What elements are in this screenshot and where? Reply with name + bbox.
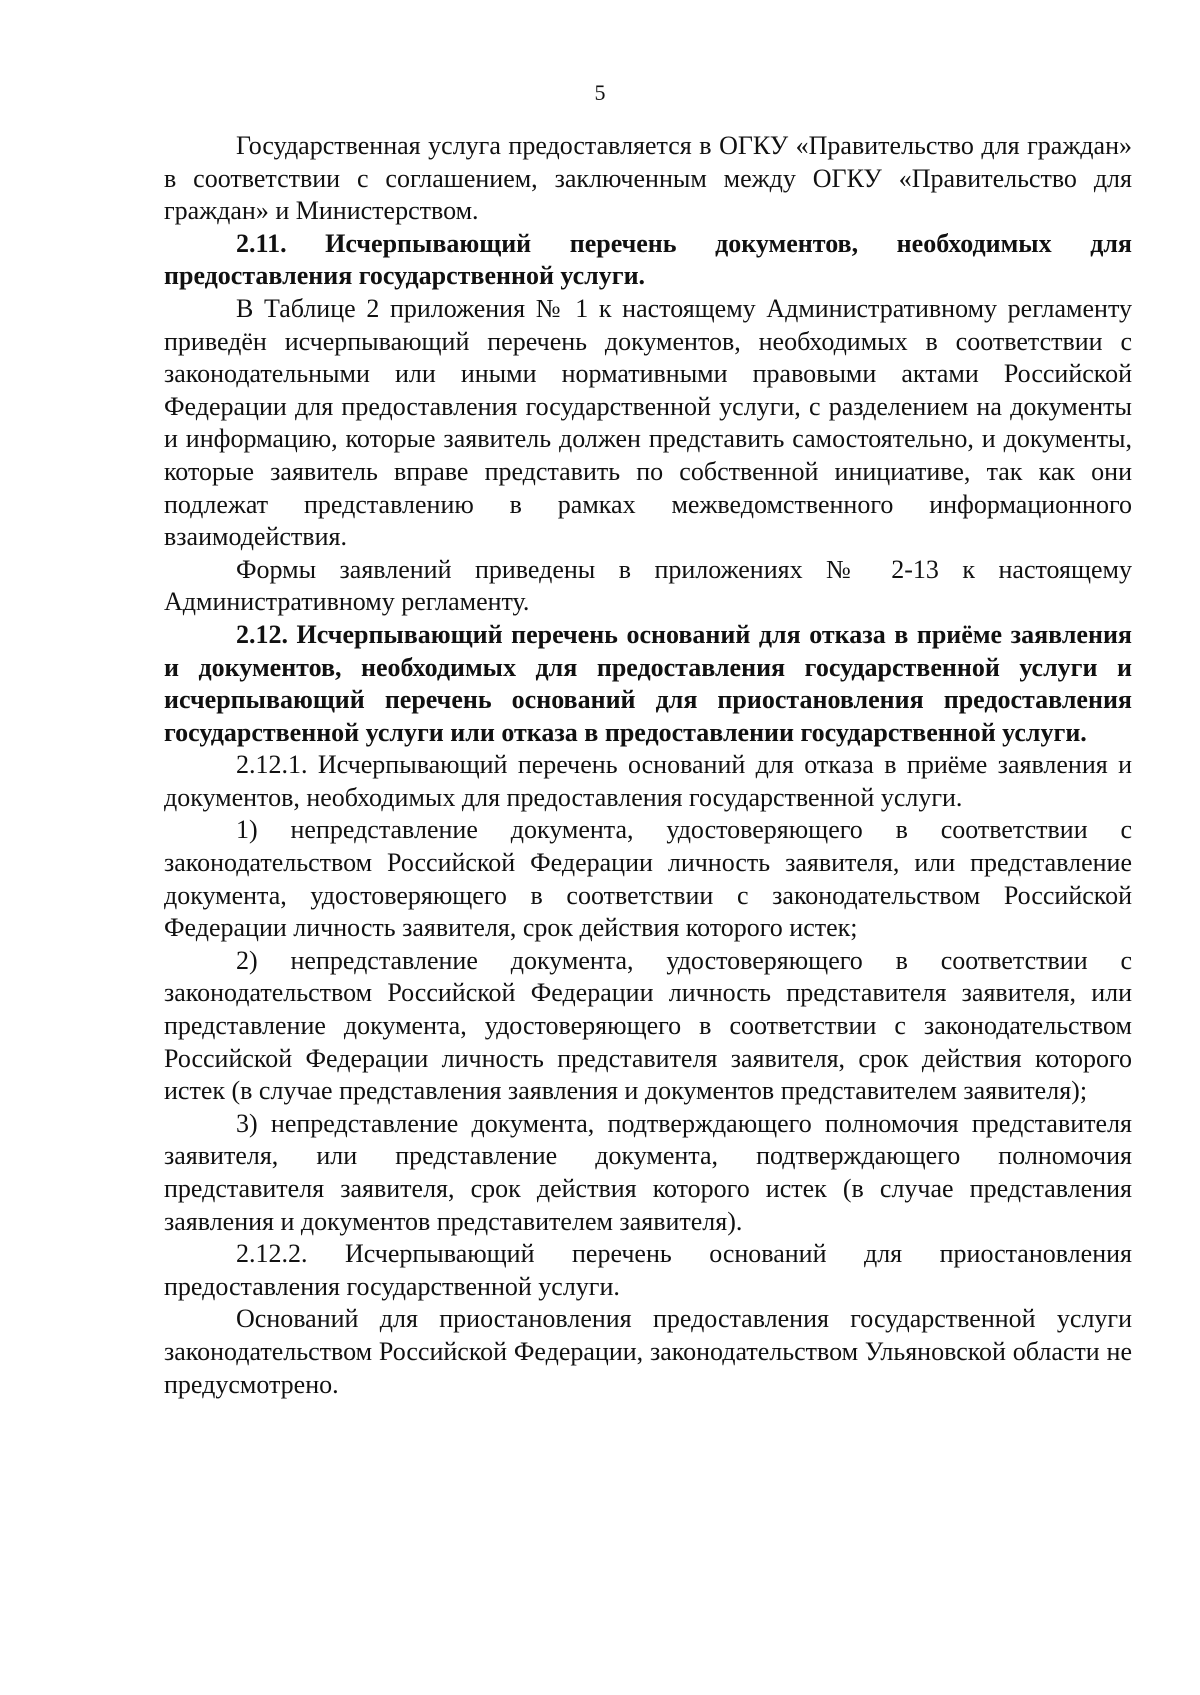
paragraph-service-provider: Государственная услуга предоставляется в ОГКУ «Правительство для граждан» в соответствии с соглашением, заключенным между ОГКУ «Правительство для граждан» и Министерством. [164, 131, 1132, 226]
paragraph-2-12-1: 2.12.1. Исчерпывающий перечень оснований для отказа в приёме заявления и документов, необходимых для предоставления государственной услуги. [164, 750, 1132, 812]
page-number: 5 [594, 80, 606, 105]
list-item-1: 1) непредставление документа, удостоверяющего в соответствии с законодательством Российской Федерации личность заявителя, или представление документа, удостоверяющего в соответствии с законодательством Российской Федерации личность заявителя, срок действия которого истек; [164, 815, 1132, 943]
paragraph-no-suspension-grounds: Оснований для приостановления предоставления государственной услуги законодательством Российской Федерации, законодательством Ульяновской области не предусмотрено. [164, 1304, 1132, 1399]
document-body [164, 130, 1132, 1401]
section-heading-2-11: 2.11. Исчерпывающий перечень документов, необходимых для предоставления государственной услуги. [164, 228, 1132, 291]
list-item-2: 2) непредставление документа, удостоверяющего в соответствии с законодательством Российской Федерации личность представителя заявителя, или представление документа, удостоверяющего в соответствии с законодательством Российской Федерации личность представителя заявителя, срок действия которого истек (в случае представления заявления и документов представителем заявителя); [164, 945, 1132, 1106]
paragraph-application-forms: Формы заявлений приведены в приложениях № 2-13 к настоящему Административному регламенту. [164, 554, 1132, 617]
paragraph-2-12-2: 2.12.2. Исчерпывающий перечень оснований для приостановления предоставления государственной услуги. [164, 1239, 1132, 1301]
paragraph-documents-list: В Таблице 2 приложения № 1 к настоящему Административному регламенту приведён исчерпывающий перечень документов, необходимых в соответствии с законодательными или иными нормативными правовыми актами Российской Федерации для предоставления государственной услуги, с разделением на документы и информацию, которые заявитель должен представить самостоятельно, и документы, которые заявитель вправе представить по собственной инициативе, так как они подлежат представлению в рамках межведомственного информационного взаимодействия. [164, 293, 1132, 552]
section-heading-2-12: 2.12. Исчерпывающий перечень оснований для отказа в приёме заявления и документов, необходимых для предоставления государственной услуги и исчерпывающий перечень оснований для приостановления предоставления государственной услуги или отказа в предоставлении государственной услуги. [164, 619, 1132, 747]
list-item-3: 3) непредставление документа, подтверждающего полномочия представителя заявителя, или представление документа, подтверждающего полномочия представителя заявителя, срок действия которого истек (в случае представления заявления и документов представителем заявителя). [164, 1108, 1132, 1236]
